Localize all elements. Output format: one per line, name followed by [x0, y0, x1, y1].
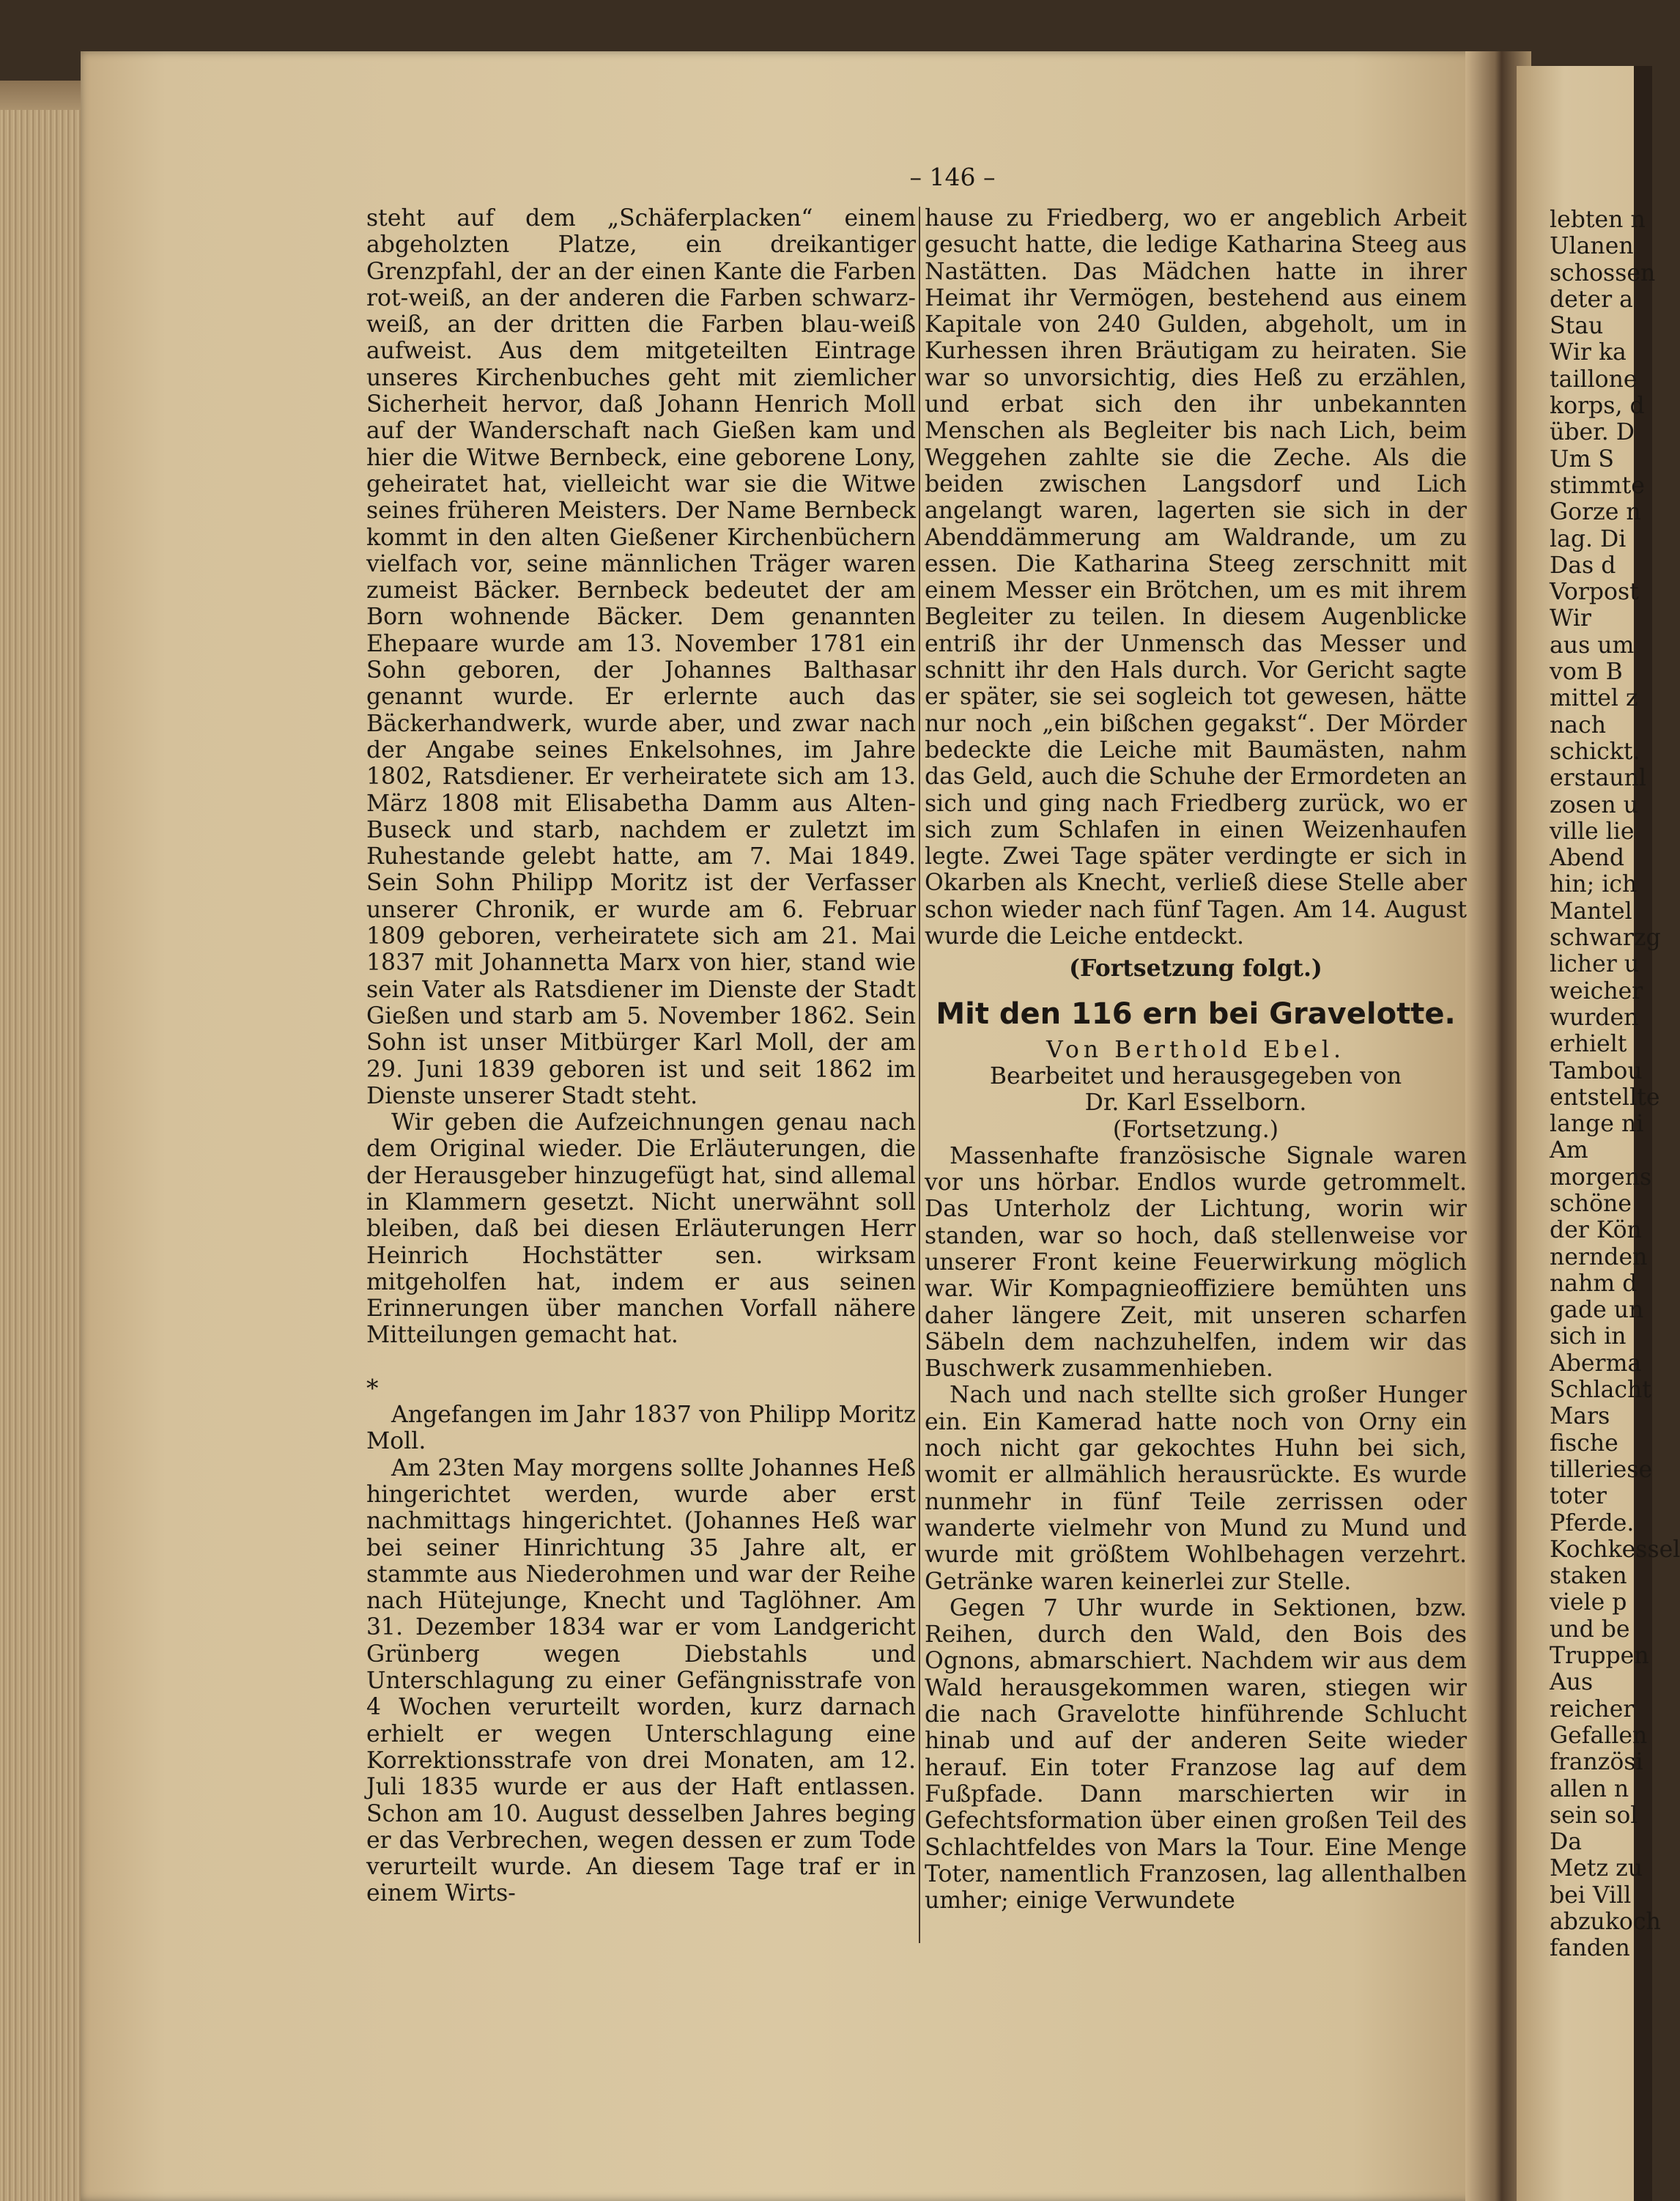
facing-page-line: Aberma: [1550, 1350, 1642, 1377]
facing-page-line: erstaunl: [1550, 765, 1646, 792]
article-paragraph: Massenhafte französische Signale waren vor uns hörbar. Endlos wurde getrommelt. Das Unterholz der Lichtung, worin wir standen, war so hoch, daß stellenweise vor unserer Front keine Feuerwirkung möglich war. Wir Kompagnieoffiziere bemühten uns daher längere Zeit, mit unseren scharfen Säbeln dem nachzuhelfen, indem wir das Buschwerk zusammenhieben.: [925, 1142, 1467, 1383]
facing-page-line: Aus: [1550, 1669, 1594, 1696]
right-column: [925, 205, 1467, 1914]
facing-page-line: wurden: [1550, 1004, 1639, 1031]
facing-page-line: Da: [1550, 1829, 1583, 1856]
facing-page-line: reicher: [1550, 1695, 1635, 1723]
section-separator: *: [366, 1373, 379, 1402]
left-paragraph: Wir geben die Aufzeichnungen genau nach dem Original wieder. Die Erläuterungen, die der Herausgeber hinzugefügt hat, sind allemal in Klammern gesetzt. Nicht unerwähnt soll bleiben, daß bei diesen Erläuterungen Herr Heinrich Hochstätter sen. wirksam mitgeholfen hat, indem er aus seinen Erinnerungen über manchen Vorfall nähere Mitteilungen gemacht hat.: [366, 1109, 916, 1349]
article-editor-name: Dr. Karl Esselborn.: [1084, 1090, 1307, 1117]
facing-page-line: tilleriese: [1550, 1456, 1653, 1483]
facing-page-line: sich in: [1550, 1323, 1627, 1350]
facing-page-line: toter: [1550, 1483, 1607, 1510]
facing-page-line: viele p: [1550, 1589, 1627, 1616]
article-paragraph: Nach und nach stellte sich großer Hunger ein. Ein Kamerad hatte noch von Orny ein noch nicht gar gekochtes Huhn bei sich, womit er allmählich herausrückte. Es wurde nunmehr in fünf Teile zerrissen oder wanderte vielmehr von Mund zu Mund und wurde mit größtem Wohlbehagen verzehrt. Getränke waren keinerlei zur Stelle.: [925, 1382, 1467, 1595]
facing-page-line: staken: [1550, 1563, 1627, 1590]
facing-page-line: licher u: [1550, 951, 1640, 978]
facing-page-line: nernden: [1550, 1243, 1648, 1270]
article-editor-line: Bearbeitet und herausgegeben von: [989, 1062, 1402, 1090]
facing-page-line: sein sol: [1550, 1802, 1638, 1829]
facing-page-line: lag. Di: [1550, 525, 1627, 552]
facing-page-line: schickt.: [1550, 738, 1640, 765]
facing-page-line: aus um: [1550, 632, 1635, 659]
facing-page-line: allen n: [1550, 1775, 1629, 1802]
left-column: [366, 205, 916, 1907]
facing-page-line: Mars: [1550, 1403, 1610, 1430]
facing-page-line: bei Vill: [1550, 1882, 1632, 1909]
right-paragraph: hause zu Friedberg, wo er angeblich Arbeit gesucht hatte, die ledige Katharina Steeg aus Nastätten. Das Mädchen hatte in ihrer Heimat ihr Vermögen, bestehend aus einem Kapitale von 240 Gulden, abgeholt, um in Kurhessen ihren Bräutigam zu heiraten. Sie war so unvorsichtig, dies Heß zu erzählen, und erbat sich den ihr unbekannten Menschen als Begleiter bis nach Lich, beim Weggehen zahlte sie die Zeche. Als die beiden zwischen Langsdorf und Lich angelangt waren, lagerten sie sich in der Abenddämmerung am Waldrande, um zu essen. Die Katharina Steeg zerschnitt mit einem Messer ein Brötchen, um es mit ihrem Begleiter zu teilen. In diesem Augenblicke entriß ihr der Unmensch das Messer und schnitt ihr den Hals durch. Vor Gericht sagte er später, sie sei sogleich tot gewesen, hätte nur noch „ein bißchen gegakst“. Der Mörder bedeckte die Leiche mit Baumästen, nahm das Geld, auch die Schuhe der Ermordeten an sich und ging nach Friedberg zurück, wo er sich zum Schlafen in einen Weizenhaufen legte. Zwei Tage später verdingte er sich in Okarben als Knecht, verließ diese Stelle aber schon wieder nach fünf Tagen. Am 14. August wurde die Leiche entdeckt.: [925, 205, 1467, 950]
facing-page-line: Tambou: [1550, 1057, 1643, 1084]
facing-page-line: korps, d: [1550, 393, 1645, 420]
facing-page-line: stimmte: [1550, 472, 1645, 499]
facing-page-line: lange ni: [1550, 1111, 1644, 1138]
facing-page-line: Vorpost: [1550, 579, 1639, 606]
facing-page-line: nach: [1550, 711, 1606, 739]
facing-page-line: Um S: [1550, 445, 1615, 473]
left-paragraph: steht auf dem „Schäferplacken“ einem abgeholzten Platze, ein dreikantiger Grenzpfahl, der an der einen Kante die Farben rot-weiß, an der anderen die Farben schwarz-weiß, an der dritten die Farben blau-weiß aufweist. Aus dem mitgeteilten Eintrage unseres Kirchenbuches geht mit ziemlicher Sicherheit hervor, daß Johann Henrich Moll auf der Wanderschaft nach Gießen kam und hier die Witwe Bernbeck, eine geborene Lony, geheiratet hat, vielleicht war sie die Witwe seines früheren Meisters. Der Name Bernbeck kommt in den alten Gießener Kirchenbüchern vielfach vor, seine männlichen Träger waren zumeist Bäcker. Bernbeck bedeutet der am Born wohnende Bäcker. Dem genannten Ehepaare wurde am 13. November 1781 ein Sohn geboren, der Johannes Balthasar genannt wurde. Er erlernte auch das Bäckerhandwerk, wurde aber, und zwar nach der Angabe seines Enkelsohnes, im Jahre 1802, Ratsdiener. Er verheiratete sich am 13. März 1808 mit Elisabetha Damm aus Alten-Buseck und starb, nachdem er zuletzt im Ruhestande gelebt hatte, am 7. Mai 1849. Sein Sohn Philipp Moritz ist der Verfasser unserer Chronik, er wurde am 6. Februar 1809 geboren, verheiratete sich am 21. Mai 1837 mit Johannetta Marx von hier, stand wie sein Vater als Ratsdiener im Dienste der Stadt Gießen und starb am 5. November 1862. Sein Sohn ist unser Mitbürger Karl Moll, der am 29. Juni 1839 geboren ist und seit 1862 im Dienste unserer Stadt steht.: [366, 205, 916, 1109]
facing-page-line: Am: [1550, 1137, 1588, 1164]
facing-page-line: zosen u: [1550, 791, 1638, 818]
facing-page-line: abzukoch: [1550, 1909, 1661, 1935]
facing-page-line: morgens: [1550, 1164, 1652, 1191]
page-number: – 146 –: [909, 163, 996, 191]
book-page-edges: [0, 110, 88, 2201]
continued-label: (Fortsetzung.): [1112, 1116, 1279, 1143]
facing-page-line: Wir: [1550, 605, 1591, 632]
facing-page-line: Pferde.: [1550, 1509, 1635, 1536]
facing-page-text: [1550, 207, 1680, 1962]
facing-page-line: Stau: [1550, 313, 1604, 340]
facing-page-line: der Kön: [1550, 1217, 1642, 1244]
facing-page-line: mittel z: [1550, 685, 1638, 712]
facing-page-line: Mantel: [1550, 898, 1632, 925]
facing-page-line: Gorze n: [1550, 499, 1641, 526]
facing-page-line: fische: [1550, 1429, 1618, 1457]
facing-page-line: Wir ka: [1550, 339, 1627, 366]
facing-page-line: schossen: [1550, 259, 1656, 286]
facing-page-line: fanden: [1550, 1935, 1630, 1962]
facing-page-line: Das d: [1550, 552, 1616, 579]
facing-page-line: erhielt: [1550, 1031, 1627, 1058]
facing-page-line: entstellte: [1550, 1084, 1660, 1111]
chronicle-paragraph: Am 23ten May morgens sollte Johannes Heß hingerichtet werden, wurde aber erst nachmittags hingerichtet. (Johannes Heß war bei seiner Hinrichtung 35 Jahre alt, er stammte aus Niederohmen und war der Reihe nach Hütejunge, Knecht und Taglöhner. Am 31. Dezember 1834 war er vom Landgericht Grünberg wegen Diebstahls und Unterschlagung zu einer Gefängnisstrafe von 4 Wochen verurteilt worden, kurz darnach erhielt er wegen Unterschlagung eine Korrektionsstrafe von drei Monaten, am 12. Juli 1835 wurde er aus der Haft entlassen. Schon am 10. August desselben Jahres beging er das Verbrechen, wegen dessen er zum Tode verurteilt wurde. An diesem Tage traf er in einem Wirts-: [366, 1454, 916, 1907]
facing-page-line: schöne: [1550, 1190, 1632, 1217]
article-author: Von Berthold Ebel.: [1046, 1036, 1346, 1063]
facing-page-line: taillone: [1550, 366, 1638, 393]
facing-page-line: Kochkessel: [1550, 1536, 1680, 1563]
facing-page-line: Truppen: [1550, 1643, 1649, 1670]
facing-page-line: Gefallen: [1550, 1722, 1648, 1749]
facing-page-line: über. D: [1550, 419, 1635, 446]
facing-page-line: französi: [1550, 1749, 1643, 1776]
facing-page-line: lebten n: [1550, 207, 1646, 233]
facing-page-line: schwarzg: [1550, 925, 1661, 952]
facing-page-line: Ulanen: [1550, 233, 1634, 260]
facing-page-line: ville lie: [1550, 818, 1635, 845]
article-title: Mit den 116 ern bei Gravelotte.: [936, 996, 1456, 1031]
facing-page-line: hin; ich: [1550, 871, 1638, 898]
facing-page-line: Metz zu: [1550, 1855, 1643, 1882]
continuation-note: (Fortsetzung folgt.): [1069, 955, 1322, 983]
facing-page-line: weicher: [1550, 977, 1643, 1005]
column-divider: [919, 207, 920, 1943]
chronicle-heading: Angefangen im Jahr 1837 von Philipp Moritz Moll.: [366, 1402, 916, 1455]
facing-page-line: deter a: [1550, 286, 1633, 313]
facing-page-line: Schlacht: [1550, 1377, 1651, 1404]
facing-page-line: gade un: [1550, 1297, 1644, 1324]
facing-page-line: nahm d: [1550, 1270, 1638, 1297]
facing-page-line: und be: [1550, 1616, 1630, 1643]
article-paragraph: Gegen 7 Uhr wurde in Sektionen, bzw. Reihen, durch den Wald, den Bois des Ognons, abmarschiert. Nachdem wir aus dem Wald herausgekommen waren, stiegen wir die nach Gravelotte hinführende Schlucht hinab und auf der anderen Seite wieder herauf. Ein toter Franzose lag auf dem Fußpfade. Dann marschierten wir in Gefechtsformation über einen großen Teil des Schlachtfeldes von Mars la Tour. Eine Menge Toter, namentlich Franzosen, lag allenthalben umher; einige Verwundete: [925, 1594, 1467, 1915]
facing-page-line: vom B: [1550, 659, 1623, 686]
facing-page-line: Abend: [1550, 845, 1625, 872]
